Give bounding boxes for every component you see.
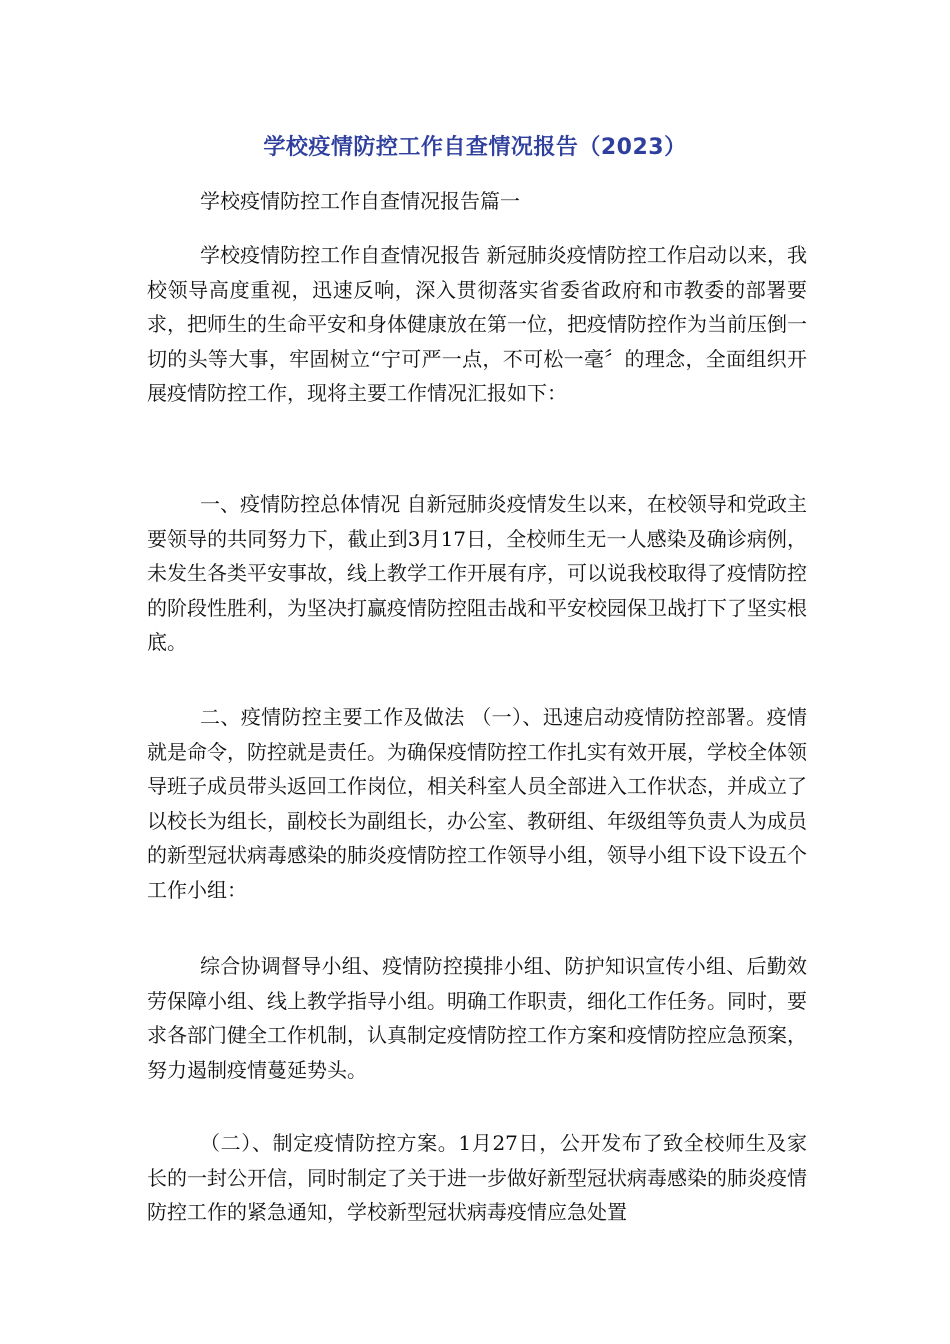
paragraph-intro: 学校疫情防控工作自查情况报告 新冠肺炎疫情防控工作启动以来，我校领导高度重视，迅速反响，深入贯彻落实省委省政府和市教委的部署要求，把师生的生命平安和身体健康放在第一位，把疫情防控作为当前压倒一切的头等大事，牢固树立“宁可严一点，不可松一毫〞的理念，全面组织开展疫情防控工作，现将主要工作情况汇报如下： <box>147 243 807 405</box>
document-subtitle: 学校疫情防控工作自查情况报告篇一 <box>200 189 520 213</box>
paragraph-main-work: 二、疫情防控主要工作及做法 （一）、迅速启动疫情防控部署。疫情就是命令，防控就是责任。为确保疫情防控工作扎实有效开展，学校全体领导班子成员带头返回工作岗位，相关科室人员全部进入工作状态，并成立了以校长为组长，副校长为副组长，办公室、教研组、年级组等负责人为成员的新型冠状病毒感染的肺炎疫情防控工作领导小组，领导小组下设下设五个工作小组： <box>147 705 807 902</box>
paragraph-work-groups: 综合协调督导小组、疫情防控摸排小组、防护知识宣传小组、后勤效劳保障小组、线上教学指导小组。明确工作职责，细化工作任务。同时，要求各部门健全工作机制，认真制定疫情防控工作方案和疫情防控应急预案，努力遏制疫情蔓延势头。 <box>147 954 807 1082</box>
paragraph-overall-situation: 一、疫情防控总体情况 自新冠肺炎疫情发生以来，在校领导和党政主要领导的共同努力下，截止到3月17日，全校师生无一人感染及确诊病例，未发生各类平安事故，线上教学工作开展有序，可以说我校取得了疫情防控的阶段性胜利，为坚决打赢疫情防控阻击战和平安校园保卫战打下了坚实根底。 <box>147 492 807 654</box>
document-title: 学校疫情防控工作自查情况报告（2023） <box>263 135 687 160</box>
paragraph-prevention-plan: （二）、制定疫情防控方案。1月27日，公开发布了致全校师生及家长的一封公开信，同时制定了关于进一步做好新型冠状病毒感染的肺炎疫情防控工作的紧急通知，学校新型冠状病毒疫情应急处置 <box>147 1131 807 1224</box>
